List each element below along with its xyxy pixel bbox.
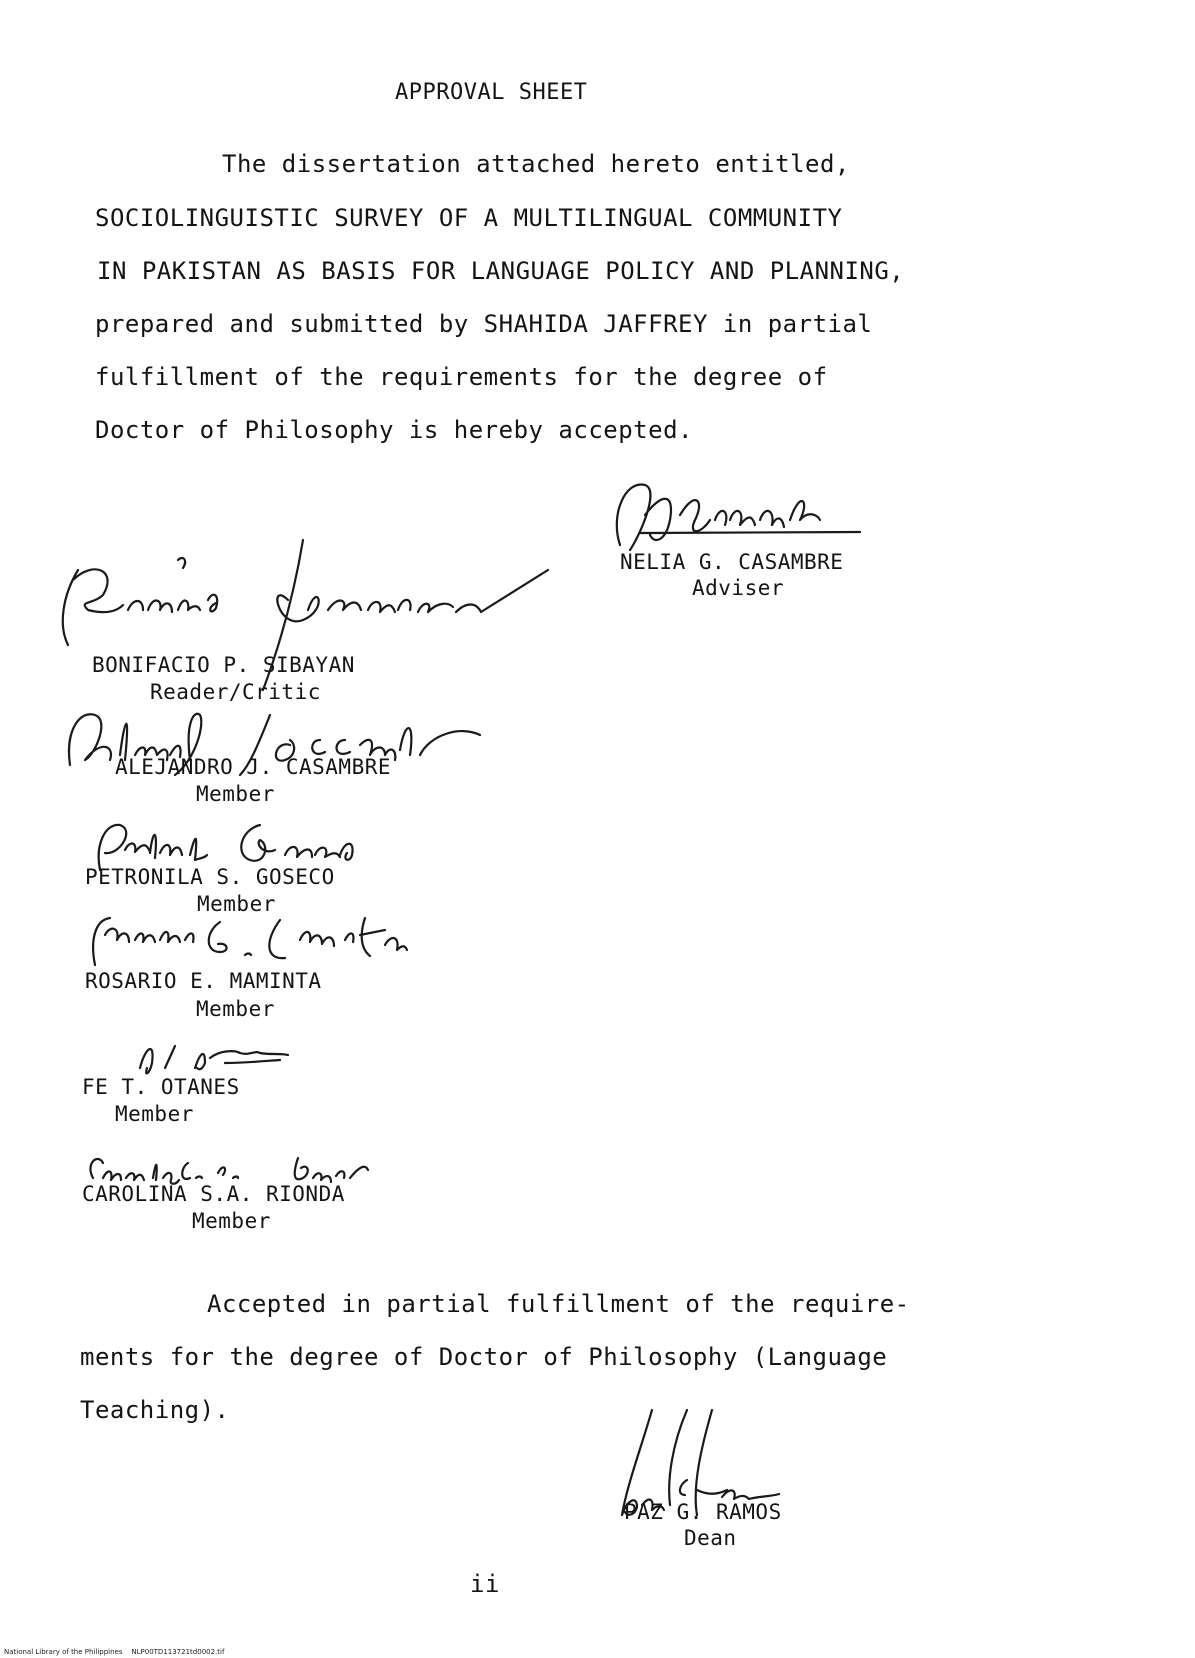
- dean-name: PAZ G. RAMOS: [624, 1500, 782, 1524]
- approval-line-4: prepared and submitted by SHAHIDA JAFFREY in partial: [95, 310, 873, 338]
- member-2-name: PETRONILA S. GOSECO: [85, 865, 335, 889]
- approval-line-6: Doctor of Philosophy is hereby accepted.: [95, 416, 693, 444]
- dean-role: Dean: [684, 1526, 737, 1550]
- member-2-role: Member: [197, 892, 276, 916]
- page-number: ii: [470, 1570, 500, 1598]
- adviser-role: Adviser: [692, 576, 785, 600]
- acceptance-line-1: Accepted in partial fulfillment of the require-: [207, 1290, 910, 1318]
- approval-line-3: IN PAKISTAN AS BASIS FOR LANGUAGE POLICY AND PLANNING,: [97, 257, 905, 285]
- scan-footer: National Library of the Philippines NLP00TD113721td0002.tif: [4, 1648, 225, 1656]
- page-title: APPROVAL SHEET: [395, 80, 588, 105]
- reader-name: BONIFACIO P. SIBAYAN: [92, 653, 355, 677]
- approval-line-5: fulfillment of the requirements for the degree of: [95, 363, 828, 391]
- member-3-role: Member: [196, 997, 275, 1021]
- acceptance-line-3: Teaching).: [80, 1396, 230, 1424]
- member-1-name: ALEJANDRO J. CASAMBRE: [115, 755, 392, 779]
- member-4-name: FE T. OTANES: [82, 1075, 240, 1099]
- member-5-role: Member: [192, 1209, 271, 1233]
- member-1-role: Member: [196, 782, 275, 806]
- member-5-name: CAROLINA S.A. RIONDA: [82, 1182, 345, 1206]
- approval-line-2: SOCIOLINGUISTIC SURVEY OF A MULTILINGUAL COMMUNITY: [95, 204, 843, 232]
- member-3-signature: [80, 910, 420, 975]
- acceptance-line-2: ments for the degree of Doctor of Philosophy (Language: [80, 1343, 888, 1371]
- reader-role: Reader/Critic: [150, 680, 321, 704]
- member-4-role: Member: [115, 1102, 194, 1126]
- adviser-name: NELIA G. CASAMBRE: [620, 550, 844, 574]
- approval-line-1: The dissertation attached hereto entitled,: [222, 150, 850, 178]
- member-3-name: ROSARIO E. MAMINTA: [85, 969, 322, 993]
